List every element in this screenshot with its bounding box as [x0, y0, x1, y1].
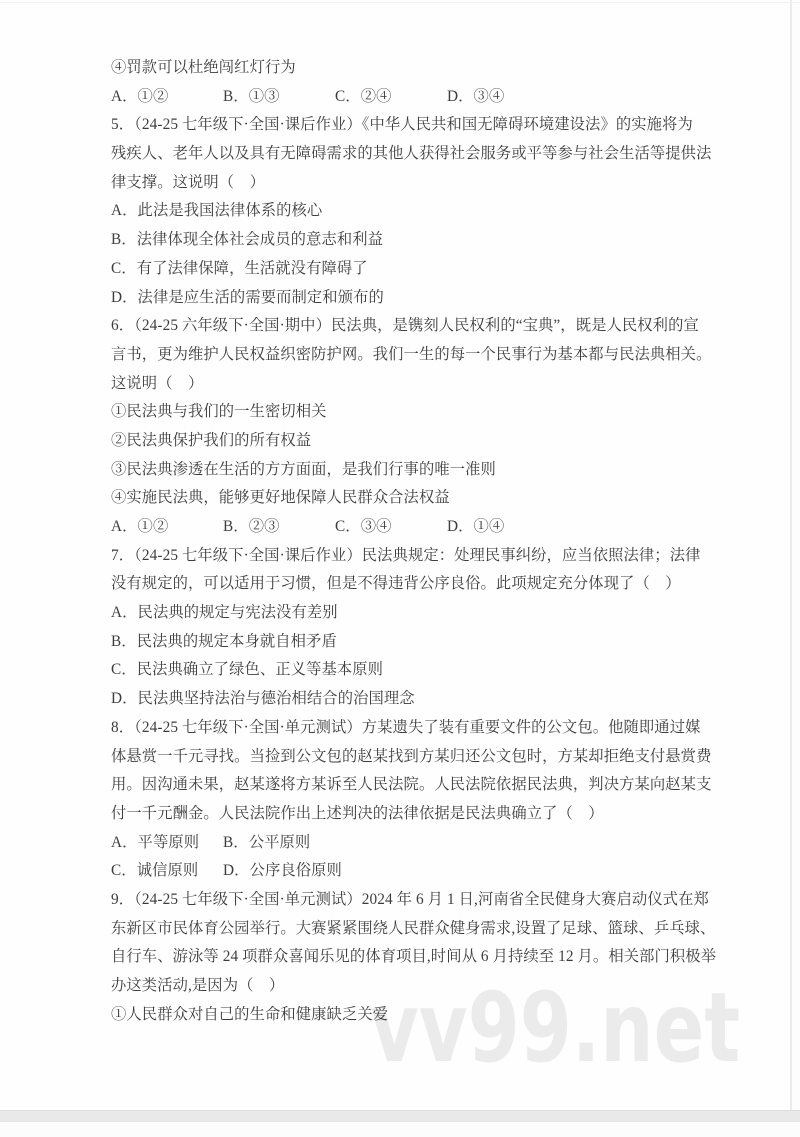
- choice-row: [111, 857, 711, 886]
- choice-option: C．③④: [335, 518, 392, 535]
- text-line: ①人民群众对自己的生命和健康缺乏关爱: [111, 1005, 389, 1023]
- choice-row: [111, 513, 711, 542]
- choice-row: [111, 83, 711, 112]
- text-line: D．民法典坚持法治与德治相结合的治国理念: [111, 690, 415, 708]
- text-line: 没有规定的，可以适用于习惯，但是不得违背公序良俗。此项规定充分体现了（ ）: [111, 575, 681, 593]
- choice-option: A．①②: [111, 87, 169, 105]
- choice-option: B．②③: [223, 518, 280, 535]
- page-right-edge: [790, 0, 792, 1110]
- choice-option: C．诚信原则: [111, 862, 199, 880]
- text-line: 7．（24-25 七年级下·全国·课后作业）民法典规定：处理民事纠纷，应当依照法律；法律: [111, 546, 701, 564]
- text-line: C．民法典确立了绿色、正义等基本原则: [111, 661, 384, 679]
- text-line: ①民法典与我们的一生密切相关: [111, 403, 327, 421]
- choice-option: A．平等原则: [111, 833, 200, 851]
- text-line: 付一千元酬金。人民法院作出上述判决的法律依据是民法典确立了（ ）: [111, 804, 604, 822]
- text-line: 9．（24-25 七年级下·全国·单元测试）2024 年 6 月 1 日,河南省全民健身大赛启动仪式在郑: [111, 890, 709, 908]
- text-line: 8．（24-25 七年级下·全国·单元测试）方某遗失了装有重要文件的公文包。他随即通过媒: [111, 718, 701, 736]
- choice-option: B．①③: [223, 87, 280, 105]
- text-line: 言书，更为维护人民权益织密防护网。我们一生的每一个民事行为基本都与民法典相关。: [111, 345, 712, 363]
- choice-option: D．公序良俗原则: [223, 862, 342, 880]
- text-line: B．法律体现全体社会成员的意志和利益: [111, 231, 384, 249]
- text-line: 残疾人、老年人以及具有无障碍需求的其他人获得社会服务或平等参与社会生活等提供法: [111, 145, 712, 163]
- page-top-edge: [0, 2, 800, 3]
- text-line: B．民法典的规定本身就自相矛盾: [111, 632, 337, 650]
- text-line: A．此法是我国法律体系的核心: [111, 202, 323, 220]
- text-line: 自行车、游泳等 24 项群众喜闻乐见的体育项目,时间从 6 月持续至 12 月。相关部门积极举: [111, 948, 717, 966]
- text-line: 律支撑。这说明（ ）: [111, 173, 265, 191]
- text-line: 体悬赏一千元寻找。当捡到公文包的赵某找到方某归还公文包时，方某却拒绝支付悬赏费: [111, 747, 712, 765]
- choice-option: D．③④: [447, 87, 505, 105]
- choice-option: D．①④: [447, 518, 505, 535]
- text-line: 5．（24-25 七年级下·全国·课后作业）《中华人民共和国无障碍环境建设法》的实施将为: [111, 116, 693, 134]
- choice-option: C．②④: [335, 87, 392, 105]
- text-line: ④实施民法典，能够更好地保障人民群众合法权益: [111, 489, 450, 507]
- text-line: D．法律是应生活的需要而制定和颁布的: [111, 288, 384, 306]
- text-line: ②民法典保护我们的所有权益: [111, 431, 312, 449]
- text-line: 6．（24-25 六年级下·全国·期中）民法典，是镌刻人民权利的“宝典”，既是人民权利的宣: [111, 317, 699, 335]
- text-line: ③民法典渗透在生活的方方面面，是我们行事的唯一准则: [111, 460, 496, 478]
- watermark: vv99.net: [370, 972, 741, 1084]
- choice-option: B．公平原则: [223, 833, 311, 851]
- text-line: A．民法典的规定与宪法没有差别: [111, 604, 338, 622]
- text-line: 用。因沟通未果，赵某遂将方某诉至人民法院。人民法院依据民法典，判决方某向赵某支: [111, 776, 712, 794]
- text-line: 东新区市民体育公园举行。大赛紧紧围绕人民群众健身需求,设置了足球、篮球、乒乓球、: [111, 919, 716, 937]
- text-line: ④罚款可以杜绝闯红灯行为: [111, 59, 296, 76]
- text-line: C．有了法律保障，生活就没有障碍了: [111, 259, 368, 277]
- choice-option: A．①②: [111, 518, 169, 535]
- text-line: 这说明（ ）: [111, 374, 204, 392]
- page-content: [111, 54, 717, 1029]
- page-separator: [0, 1110, 800, 1122]
- choice-row: [111, 829, 711, 858]
- next-page-top: [0, 1122, 800, 1137]
- text-line: 办这类活动,是因为（ ）: [111, 977, 285, 994]
